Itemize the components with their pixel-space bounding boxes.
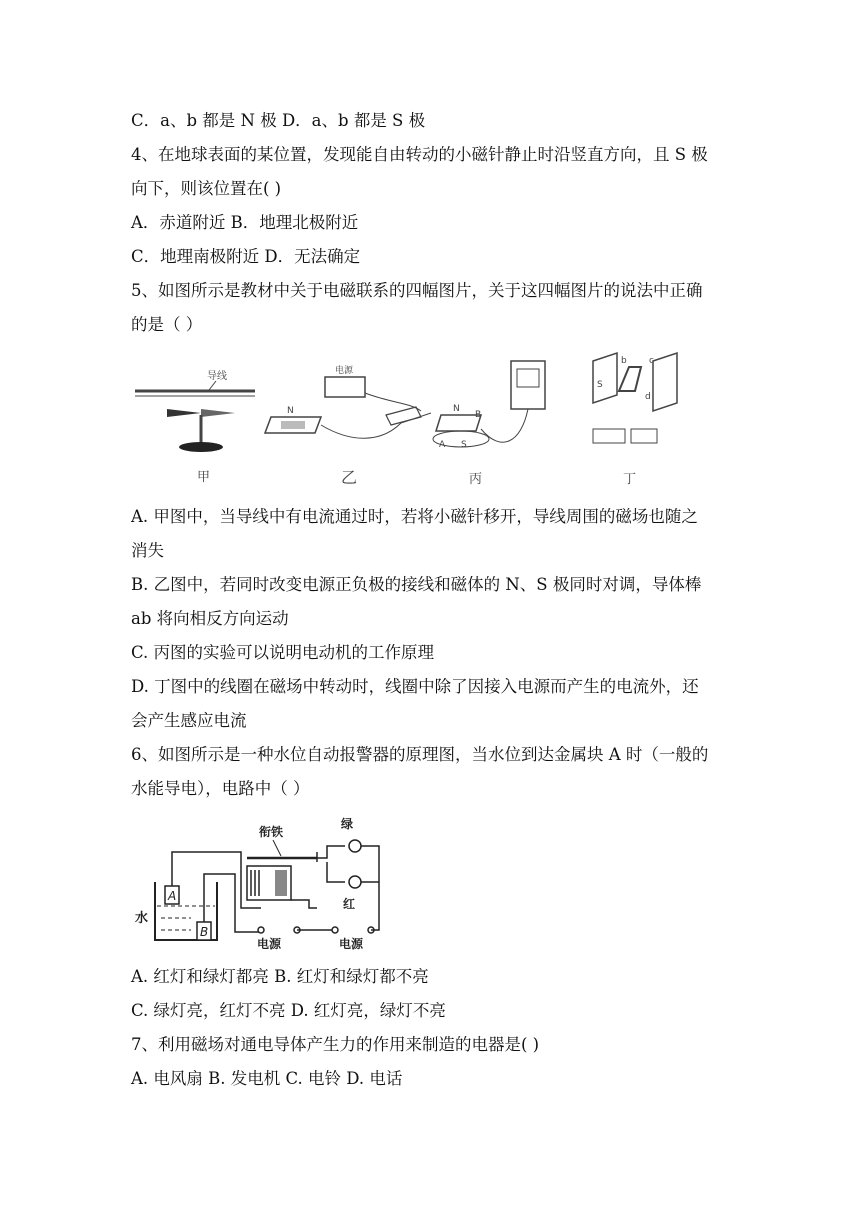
bing-a-label: A	[439, 440, 446, 450]
figure-ding	[593, 353, 677, 487]
jia-label: 甲	[197, 470, 211, 485]
q5-option-d-line2: 会产生感应电流	[131, 711, 247, 730]
q3-options: C．a、b 都是 N 极 D．a、b 都是 S 极	[131, 111, 426, 130]
bing-s-label: S	[461, 440, 467, 450]
q5-option-b-line1: B. 乙图中，若同时改变电源正负极的接线和磁体的 N、S 极同时对调，导体棒	[131, 575, 702, 594]
q4-stem-line1: 4、在地球表面的某位置，发现能自由转动的小磁针静止时沿竖直方向，且 S 极	[131, 145, 708, 164]
n-label: N	[287, 406, 294, 416]
q5-option-a-line2: 消失	[131, 541, 164, 560]
q4-options-line1: A．赤道附近 B．地理北极附近	[131, 213, 359, 232]
block-b: B	[200, 925, 209, 939]
yi-label: 乙	[341, 468, 358, 487]
q5-figure	[131, 343, 691, 493]
block-a: A	[168, 889, 177, 903]
q4-options-line2: C．地理南极附近 D．无法确定	[131, 247, 361, 266]
q5-stem-line2: 的是（ ）	[131, 315, 203, 334]
bing-b-label: B	[475, 410, 482, 420]
green-label: 绿	[341, 817, 354, 831]
ding-c-label: c	[649, 356, 654, 366]
q5-option-b-line2: ab 将向相反方向运动	[131, 609, 289, 628]
figure-bing	[433, 361, 545, 487]
ding-label: 丁	[623, 472, 637, 487]
figure-jia	[135, 369, 255, 485]
q6-stem-line2: 水能导电），电路中（ ）	[131, 779, 310, 798]
q4-stem-line2: 向下，则该位置在( )	[131, 179, 282, 198]
q5-option-d-line1: D. 丁图中的线圈在磁场中转动时，线圈中除了因接入电源而产生的电流外，还	[131, 677, 699, 696]
bing-label: 丙	[469, 472, 483, 487]
q7-stem: 7、利用磁场对通电导体产生力的作用来制造的电器是( )	[131, 1035, 540, 1054]
q6-figure	[131, 812, 401, 958]
bing-n-label: N	[453, 404, 460, 414]
source1-label: 电源	[257, 937, 282, 951]
source2-label: 电源	[339, 937, 364, 951]
armature-label: 衔铁	[259, 825, 284, 839]
ding-b-label: b	[621, 356, 627, 366]
q6-options-line2: C. 绿灯亮，红灯不亮 D. 红灯亮，绿灯不亮	[131, 1001, 446, 1020]
q6-options-line1: A. 红灯和绿灯都亮 B. 红灯和绿灯都不亮	[131, 967, 429, 986]
wire-label: 导线	[207, 371, 227, 382]
figure-yi	[265, 364, 431, 487]
q7-options: A. 电风扇 B. 发电机 C. 电铃 D. 电话	[131, 1069, 403, 1088]
water-label: 水	[135, 911, 149, 926]
source-label: 电源	[335, 366, 354, 376]
ding-s-label: S	[597, 380, 603, 390]
q6-stem-line1: 6、如图所示是一种水位自动报警器的原理图，当水位到达金属块 A 时（一般的	[131, 745, 709, 764]
q5-stem-line1: 5、如图所示是教材中关于电磁联系的四幅图片，关于这四幅图片的说法中正确	[131, 281, 703, 300]
red-label: 红	[343, 897, 356, 911]
q5-option-c: C. 丙图的实验可以说明电动机的工作原理	[131, 643, 435, 662]
ding-d-label: d	[645, 392, 651, 402]
q5-option-a-line1: A. 甲图中，当导线中有电流通过时，若将小磁针移开，导线周围的磁场也随之	[131, 507, 698, 526]
